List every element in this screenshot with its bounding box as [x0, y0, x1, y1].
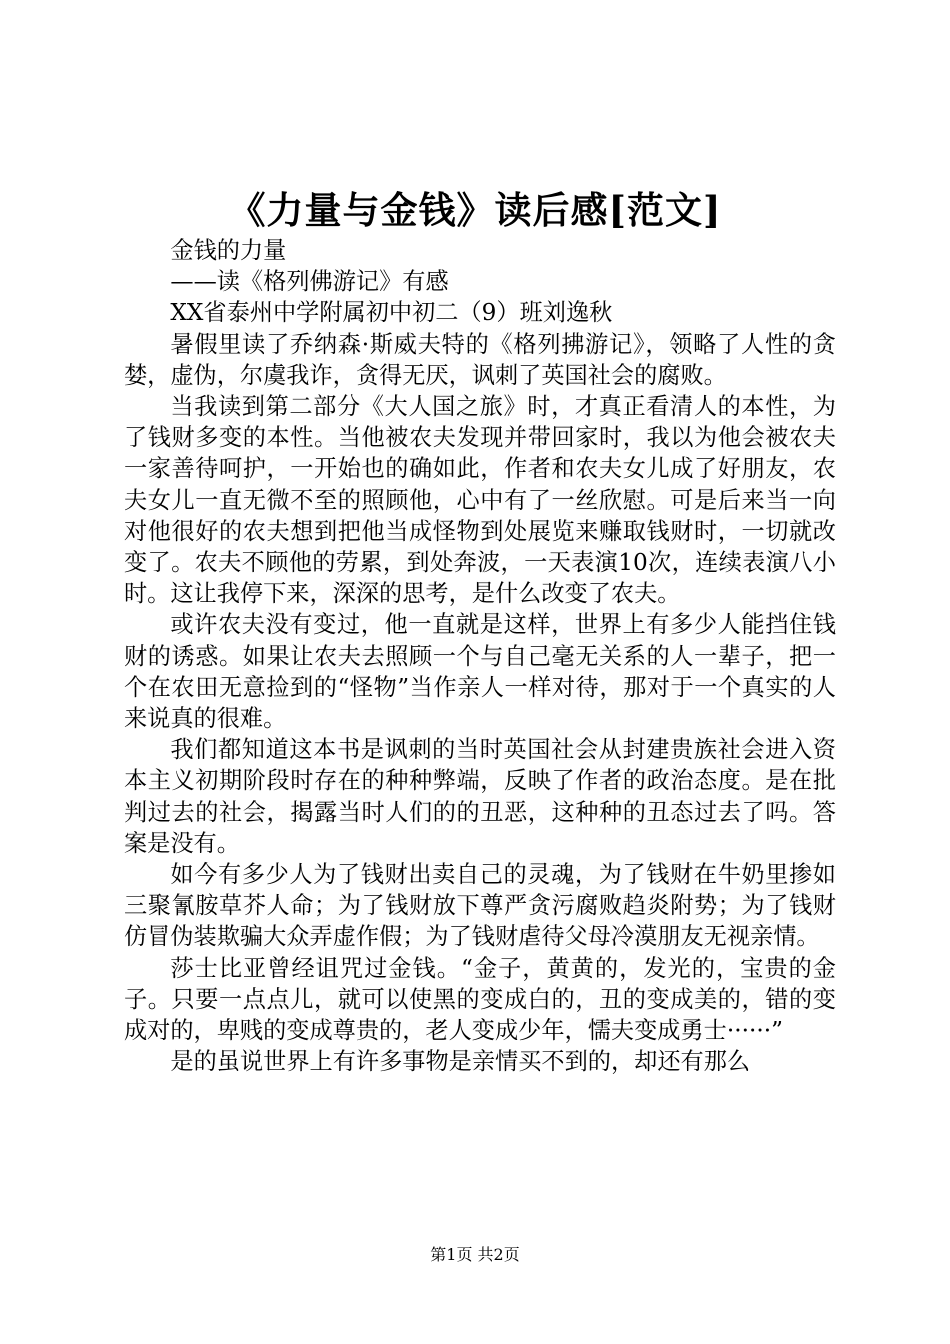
page-footer: 第1页 共2页 [430, 1245, 520, 1264]
paragraph: 如今有多少人为了钱财出卖自己的灵魂，为了钱财在牛奶里掺如三聚氰胺草芥人命；为了钱财放下尊严贪污腐败趋炎附势；为了钱财仿冒伪装欺骗大众弄虚作假；为了钱财虐待父母冷漠朋友无视亲情。 [124, 861, 836, 951]
paragraph-subtitle-2: ——读《格列佛游记》有感 [170, 268, 449, 296]
paragraph: 暑假里读了乔纳森·斯威夫特的《格列拂游记》，领略了人性的贪婪，虚伪，尔虞我诈，贪得无厌，讽刺了英国社会的腐败。 [124, 330, 836, 389]
paragraph-subtitle: 金钱的力量 [170, 237, 287, 264]
paragraph: 是的虽说世界上有许多事物是亲情买不到的，却还有那么 [170, 1048, 751, 1076]
document-title: 《力量与金钱》读后感[范文] [228, 188, 722, 232]
paragraph: 当我读到第二部分《大人国之旅》时，才真正看清人的本性，为了钱财多变的本性。当他被农夫发现并带回家时，我以为他会被农夫一家善待呵护，一开始也的确如此，作者和农夫女儿成了好朋友，农夫女儿一直无微不至的照顾他，心中有了一丝欣慰。可是后来当一向对他很好的农夫想到把他当成怪物到处展览来赚取钱财时，一切就改变了。农夫不顾他的劳累，到处奔波，一天表演10次，连续表演八小时。这让我停下来，深深的思考，是什么改变了农夫。 [124, 393, 836, 608]
document-body [124, 235, 836, 1077]
paragraph: 我们都知道这本书是讽刺的当时英国社会从封建贵族社会进入资本主义初期阶段时存在的种种弊端，反映了作者的政治态度。是在批判过去的社会，揭露当时人们的的丑恶，这种种的丑态过去了吗。答案是没有。 [124, 736, 836, 857]
paragraph-author: XX省泰州中学附属初中初二（9）班刘逸秋 [170, 299, 613, 327]
paragraph: 或许农夫没有变过，他一直就是这样，世界上有多少人能挡住钱财的诱惑。如果让农夫去照顾一个与自己毫无关系的人一辈子，把一个在农田无意捡到的“怪物”当作亲人一样对待，那对于一个真实的人来说真的很难。 [124, 611, 836, 733]
paragraph: 莎士比亚曾经诅咒过金钱。“金子，黄黄的，发光的，宝贵的金子。只要一点点儿，就可以使黑的变成白的，丑的变成美的，错的变成对的，卑贱的变成尊贵的，老人变成少年，懦夫变成勇士······” [124, 954, 836, 1045]
